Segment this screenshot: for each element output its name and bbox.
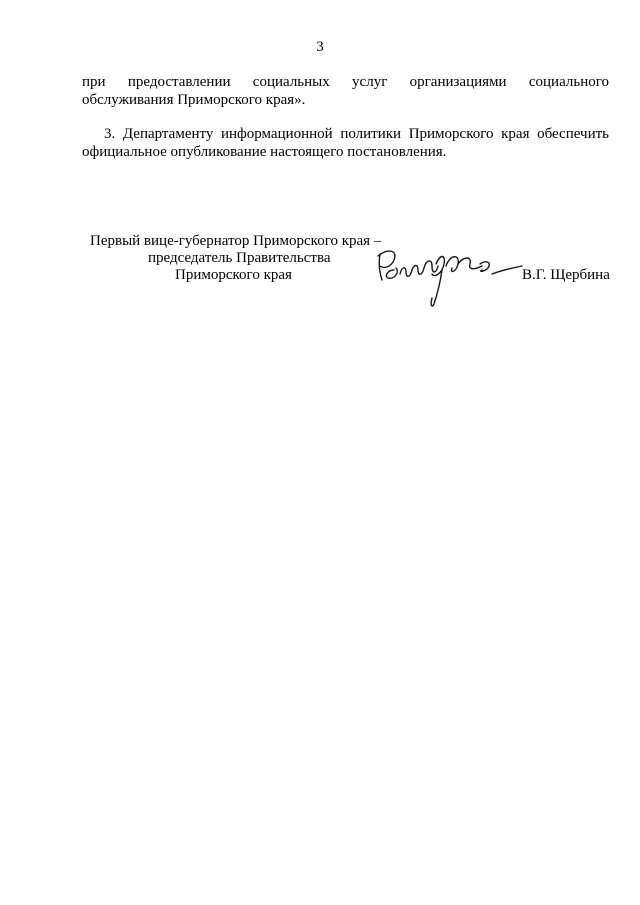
paragraph-continuation — [82, 73, 609, 109]
signer-title-line: председатель Правительства — [148, 250, 331, 266]
signer-title-line: Приморского края — [175, 267, 292, 283]
paragraph-line: при предоставлении социальных услуг организациями социального — [82, 74, 609, 90]
signer-name: В.Г. Щербина — [522, 267, 610, 283]
signer-title-line: Первый вице-губернатор Приморского края – — [90, 233, 382, 249]
handwritten-signature-icon — [374, 240, 524, 310]
paragraph-item-3 — [82, 125, 609, 161]
paragraph-line: обслуживания Приморского края». — [82, 92, 306, 108]
page-number: 3 — [316, 39, 324, 55]
paragraph-line: официальное опубликование настоящего постановления. — [82, 144, 447, 160]
paragraph-line: 3. Департаменту информационной политики Приморского края обеспечить — [104, 126, 609, 142]
